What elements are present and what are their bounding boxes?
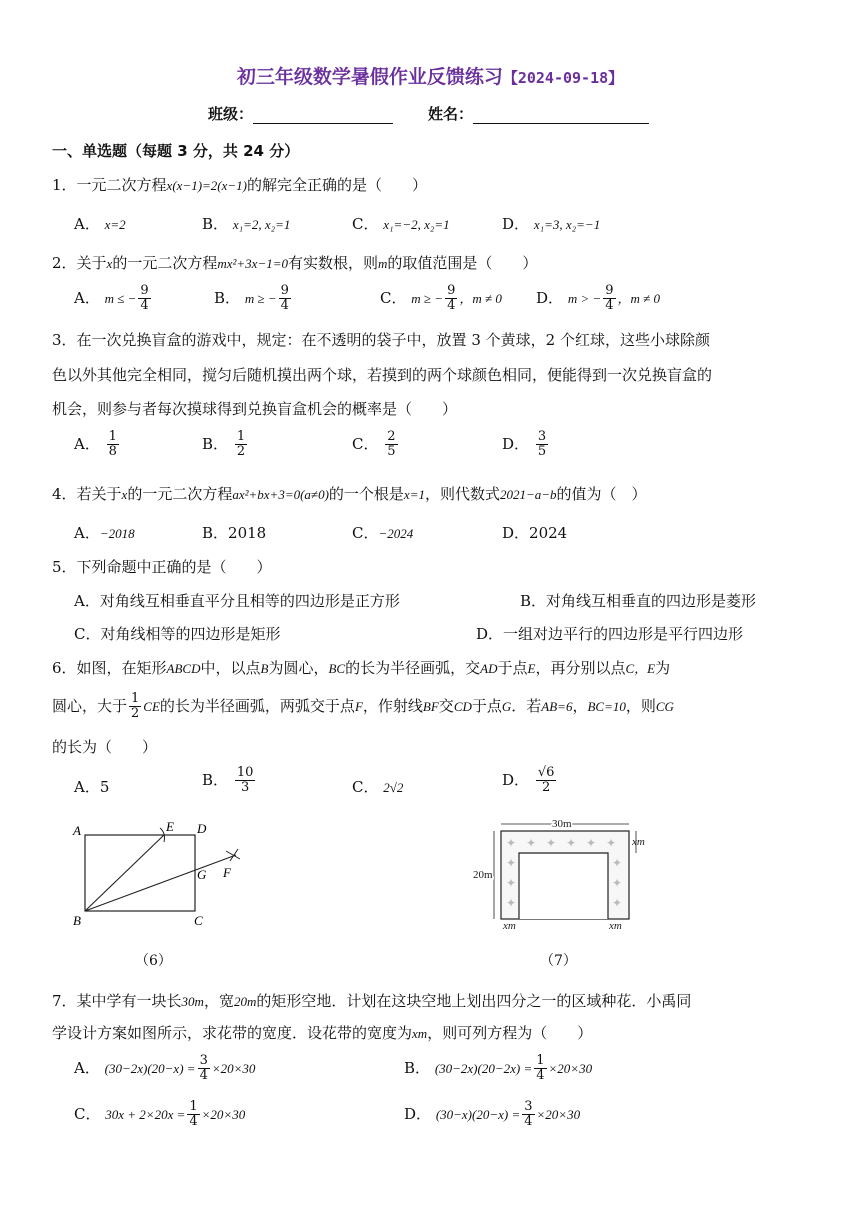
q1-text-b: 的解完全正确的是（ ） — [247, 176, 428, 194]
q7-a-den: 4 — [199, 1068, 208, 1084]
q2-a-fraction — [138, 284, 150, 314]
q7-t3: 的矩形空地．计划在这块空地上划出四分之一的区域种花．小禹同 — [256, 992, 692, 1010]
q7-d-num: 3 — [524, 1099, 533, 1114]
q6-b-num: 10 — [236, 765, 254, 780]
q2-c-label: C． — [380, 288, 407, 307]
q7-c-label: C． — [74, 1104, 101, 1123]
q2-text-a: 2．关于 — [52, 254, 107, 272]
segment-be — [85, 835, 164, 911]
q2-var-m: m — [378, 256, 388, 271]
q4-option-b[interactable]: B．2018 — [202, 524, 267, 542]
svg-text:✦: ✦ — [546, 836, 557, 850]
q7-b-label: B． — [404, 1058, 431, 1077]
q2-d-label: D． — [536, 288, 564, 307]
q7-d-post: ×20×30 — [536, 1106, 581, 1122]
svg-text:✦: ✦ — [506, 836, 517, 850]
q3-b-num: 1 — [236, 429, 246, 444]
q7-b-fraction — [534, 1054, 546, 1084]
q3-a-fraction — [107, 430, 119, 460]
q2-text-b: 的一元二次方程 — [112, 254, 218, 272]
q3-option-a[interactable] — [74, 430, 121, 460]
q7-xm: xm — [412, 1026, 428, 1041]
q7-d-fraction — [522, 1100, 534, 1130]
label-c: C — [194, 913, 203, 928]
q3-d-den: 5 — [537, 444, 547, 460]
q1-option-a[interactable] — [74, 213, 126, 234]
svg-text:✦: ✦ — [506, 876, 517, 890]
q7-a-post: ×20×30 — [211, 1060, 256, 1076]
q7-c-post: ×20×30 — [201, 1106, 246, 1122]
q2-d-pre: m > − — [567, 290, 602, 306]
q6-f: F — [354, 698, 363, 714]
q6-cd: CD — [453, 698, 472, 714]
q6-d-label: D． — [502, 770, 530, 789]
q2-option-a[interactable] — [74, 284, 153, 314]
question-2-stem — [52, 252, 537, 273]
q7-d-pre: (30−x)(20−x) = — [435, 1106, 521, 1122]
q1-a-value: x=2 — [104, 217, 126, 232]
dim-top-label: 30m — [552, 818, 572, 830]
dim-bottom-right-label: xm — [609, 920, 622, 932]
figure-6-rectangle — [60, 815, 270, 965]
q2-option-d[interactable] — [536, 284, 660, 314]
q3-option-c[interactable] — [352, 430, 400, 460]
figure-7-garden — [468, 815, 658, 935]
q6-option-b[interactable] — [202, 766, 257, 796]
q6-option-a[interactable]: A．5 — [74, 778, 110, 796]
q1-d-value: x₁=3, x₂=−1 — [533, 217, 601, 232]
q2-var-x: x — [106, 256, 113, 271]
q6-t9: 的长为半径画弧，两弧交于点 — [159, 696, 355, 715]
q3-a-num: 1 — [108, 429, 117, 444]
q4-expression: 2021−a−b — [499, 487, 557, 502]
q6-b: B — [260, 661, 269, 676]
dim-right-label: xm — [632, 836, 645, 848]
q4-option-d[interactable]: D．2024 — [502, 524, 568, 542]
q5-option-b[interactable]: B．对角线互相垂直的四边形是菱形 — [520, 592, 757, 610]
label-d: D — [197, 821, 207, 836]
name-label: 姓名： — [428, 105, 474, 123]
question-3-line1: 3．在一次兑换盲盒的游戏中，规定：在不透明的袋子中，放置 3 个黄球，2 个红球，这些小球除颜 — [52, 331, 710, 349]
q2-b-label: B． — [214, 288, 241, 307]
q7-c-pre: 30x + 2×20x = — [105, 1106, 186, 1122]
page-title — [0, 62, 860, 89]
q3-c-fraction — [385, 430, 397, 460]
q7-a-fraction — [198, 1054, 210, 1084]
q3-option-d[interactable] — [502, 430, 550, 460]
q3-c-den: 5 — [387, 444, 396, 460]
question-5-stem: 5．下列命题中正确的是（ ） — [52, 558, 272, 576]
q1-option-d[interactable] — [502, 213, 600, 234]
q2-b-fraction — [279, 284, 291, 314]
q6-half-num: 1 — [131, 691, 140, 706]
q7-length: 30m — [181, 994, 204, 1009]
q5-option-c[interactable]: C．对角线相等的四边形是矩形 — [74, 625, 281, 643]
q3-option-b[interactable] — [202, 430, 249, 460]
q6-ab6: AB=6 — [541, 698, 573, 714]
q2-a-pre: m ≤ − — [104, 290, 137, 306]
q6-t11: 交 — [438, 696, 454, 715]
q6-ce-points: C，E — [625, 661, 656, 676]
question-7-line2 — [52, 1022, 592, 1043]
q4-var-x: x — [121, 487, 128, 502]
q2-b-den: 4 — [280, 298, 289, 314]
question-6-line2 — [52, 692, 674, 722]
q7-option-c[interactable] — [74, 1100, 245, 1130]
q4-a-label: A． — [74, 524, 100, 542]
q2-c-num: 9 — [447, 283, 456, 298]
question-6-line1 — [52, 657, 670, 678]
q4-text-a: 4．若关于 — [52, 485, 122, 503]
class-label: 班级： — [208, 105, 254, 123]
svg-text:✦: ✦ — [612, 896, 623, 910]
q6-t4: 的长为半径画弧，交 — [345, 659, 481, 677]
q6-bc10: BC=10 — [587, 698, 626, 714]
q2-b-pre: m ≥ − — [244, 290, 277, 306]
q7-a-num: 3 — [199, 1053, 208, 1068]
label-g: G — [197, 867, 207, 882]
q3-c-label: C． — [352, 434, 379, 453]
section-heading: 一、单选题（每题 3 分，共 24 分） — [52, 142, 300, 160]
q4-a-value: −2018 — [99, 526, 135, 541]
q2-option-c[interactable] — [380, 284, 502, 314]
ray-bf — [85, 855, 236, 911]
q5-option-d[interactable]: D．一组对边平行的四边形是平行四边形 — [476, 625, 744, 643]
q6-t3: 为圆心， — [268, 659, 329, 677]
q1-d-label: D． — [502, 215, 530, 233]
q6-ce: CE — [143, 698, 160, 714]
rect-abcd — [85, 835, 195, 911]
q6-t5: 于点 — [497, 659, 528, 677]
svg-text:✦: ✦ — [566, 836, 577, 850]
question-3-line3: 机会，则参与者每次摸球得到兑换盲盒机会的概率是（ ） — [52, 400, 458, 418]
svg-text:✦: ✦ — [506, 896, 517, 910]
q6-ad: AD — [480, 661, 498, 676]
svg-text:✦: ✦ — [606, 836, 617, 850]
q6-b-label: B． — [202, 770, 229, 789]
q7-a-label: A． — [74, 1058, 100, 1077]
question-4-stem — [52, 483, 647, 504]
q2-equation: mx²+3x−1=0 — [217, 256, 288, 271]
dim-left-label: 20m — [473, 869, 493, 881]
q2-option-b[interactable] — [214, 284, 293, 314]
svg-text:✦: ✦ — [612, 876, 623, 890]
q7-b-num: 1 — [536, 1053, 545, 1068]
q6-half — [129, 692, 141, 722]
q2-a-label: A． — [74, 288, 100, 307]
q7-t2: ，宽 — [203, 992, 234, 1010]
q1-b-value: x₁=2, x₂=1 — [232, 217, 291, 232]
q7-t1: 7．某中学有一块长 — [52, 992, 182, 1010]
q4-text-e: 的值为（ ） — [556, 485, 647, 503]
q6-b-fraction — [235, 766, 256, 796]
q6-t13: ．若 — [511, 696, 542, 715]
svg-text:✦: ✦ — [526, 836, 537, 850]
q2-a-den: 4 — [140, 298, 149, 314]
q3-a-den: 8 — [108, 444, 117, 460]
q2-d-post: ，m ≠ 0 — [617, 290, 661, 306]
q7-b-post: ×20×30 — [548, 1060, 593, 1076]
q6-t7: 为 — [655, 659, 671, 677]
q2-text-d: 的取值范围是（ ） — [387, 254, 538, 272]
label-b: B — [73, 913, 81, 928]
label-e: E — [166, 819, 174, 834]
q3-d-label: D． — [502, 434, 530, 453]
q6-t14: ， — [572, 696, 588, 715]
q1-option-b[interactable] — [202, 213, 290, 234]
q6-d-den: 2 — [541, 780, 551, 796]
q3-c-num: 2 — [387, 429, 396, 444]
q6-t12: 于点 — [471, 696, 502, 715]
q7-t4: 学设计方案如图所示，求花带的宽度．设花带的宽度为 — [52, 1024, 413, 1042]
q6-c-label: C． — [352, 778, 379, 796]
name-blank[interactable] — [473, 107, 649, 124]
q6-e: E — [527, 661, 536, 676]
q2-b-num: 9 — [280, 283, 289, 298]
q6-half-den: 2 — [131, 706, 140, 722]
q3-a-label: A． — [74, 434, 100, 453]
q4-text-d: ，则代数式 — [424, 485, 500, 503]
q1-option-c[interactable] — [352, 213, 450, 234]
q2-d-den: 4 — [605, 298, 614, 314]
q7-option-b[interactable] — [404, 1054, 592, 1084]
class-blank[interactable] — [253, 107, 393, 124]
q6-option-d[interactable] — [502, 766, 558, 796]
q4-c-label: C． — [352, 524, 379, 542]
dim-bottom-left-label: xm — [503, 920, 516, 932]
q1-c-value: x₁=−2, x₂=1 — [383, 217, 450, 232]
q1-b-label: B． — [202, 215, 229, 233]
q6-c-value: 2√2 — [383, 780, 404, 795]
q4-text-b: 的一元二次方程 — [127, 485, 233, 503]
q2-c-fraction — [445, 284, 457, 314]
q7-t5: ，则可列方程为（ ） — [427, 1024, 593, 1042]
q7-c-den: 4 — [189, 1114, 198, 1130]
q6-t8: 圆心，大于 — [52, 696, 128, 715]
label-f: F — [223, 865, 231, 880]
q5-option-a[interactable]: A．对角线互相垂直平分且相等的四边形是正方形 — [74, 592, 400, 610]
q2-a-num: 9 — [140, 283, 149, 298]
q2-c-post: ，m ≠ 0 — [459, 290, 502, 306]
label-a: A — [73, 823, 81, 838]
class-field[interactable] — [208, 103, 393, 124]
q6-cg: CG — [655, 698, 674, 714]
q3-d-fraction — [536, 430, 548, 460]
q6-t15: ，则 — [625, 696, 656, 715]
q7-d-label: D． — [404, 1104, 432, 1123]
q3-d-num: 3 — [537, 429, 547, 444]
title-text: 初三年级数学暑假作业反馈练习 — [236, 66, 503, 88]
q1-text-a: 1．一元二次方程 — [52, 176, 167, 194]
q7-c-fraction — [187, 1100, 199, 1130]
q3-b-fraction — [235, 430, 247, 460]
name-field[interactable] — [428, 103, 649, 124]
title-date: 【2024-09-18】 — [502, 69, 624, 87]
q7-b-den: 4 — [536, 1068, 545, 1084]
q3-b-label: B． — [202, 434, 229, 453]
q6-bc: BC — [328, 661, 346, 676]
q2-text-c: 有实数根，则 — [288, 254, 379, 272]
q1-equation: x(x−1)=2(x−1) — [166, 178, 247, 193]
q6-d-fraction — [536, 766, 557, 796]
q7-width: 20m — [233, 994, 257, 1009]
q6-b-den: 3 — [240, 780, 250, 796]
q4-option-a[interactable] — [74, 522, 135, 543]
q6-d-num: √6 — [537, 765, 555, 780]
q4-c-value: −2024 — [378, 526, 414, 541]
q2-d-num: 9 — [605, 283, 614, 298]
q7-d-den: 4 — [524, 1114, 533, 1130]
question-1-stem — [52, 174, 427, 195]
q4-text-c: 的一个根是 — [328, 485, 404, 503]
q4-root: x=1 — [403, 487, 425, 502]
q7-option-a[interactable] — [74, 1054, 255, 1084]
q6-bf: BF — [422, 698, 439, 714]
svg-text:✦: ✦ — [586, 836, 597, 850]
figure-7-caption: （7） — [540, 953, 577, 969]
question-3-line2: 色以外其他完全相同，搅匀后随机摸出两个球，若摸到的两个球颜色相同，便能得到一次兑换盲盒的 — [52, 366, 713, 384]
q7-c-num: 1 — [189, 1099, 198, 1114]
q6-t2: 中，以点 — [200, 659, 261, 677]
q3-b-den: 2 — [236, 444, 246, 460]
q7-b-pre: (30−2x)(20−2x) = — [434, 1060, 533, 1076]
q7-option-d[interactable] — [404, 1100, 580, 1130]
q2-d-fraction — [603, 284, 615, 314]
q2-c-pre: m ≥ − — [411, 290, 444, 306]
q6-g: G — [501, 698, 512, 714]
figure-6-caption: （6） — [135, 953, 172, 969]
inner-area — [519, 853, 608, 919]
question-7-line1 — [52, 990, 691, 1011]
q1-c-label: C． — [352, 215, 379, 233]
q1-a-label: A． — [74, 215, 100, 233]
q6-t6: ，再分别以点 — [535, 659, 626, 677]
question-6-line3: 的长为（ ） — [52, 738, 158, 756]
q6-abcd: ABCD — [166, 661, 201, 676]
q6-t10: ，作射线 — [362, 696, 423, 715]
q6-t1: 6．如图，在矩形 — [52, 659, 167, 677]
q7-a-pre: (30−2x)(20−x) = — [104, 1060, 196, 1076]
svg-text:✦: ✦ — [612, 856, 623, 870]
arc-f — [226, 849, 240, 861]
q6-option-c[interactable] — [352, 776, 403, 797]
q4-equation: ax²+bx+3=0(a≠0) — [232, 487, 329, 502]
q4-option-c[interactable] — [352, 522, 413, 543]
q2-c-den: 4 — [447, 298, 456, 314]
svg-text:✦: ✦ — [506, 856, 517, 870]
